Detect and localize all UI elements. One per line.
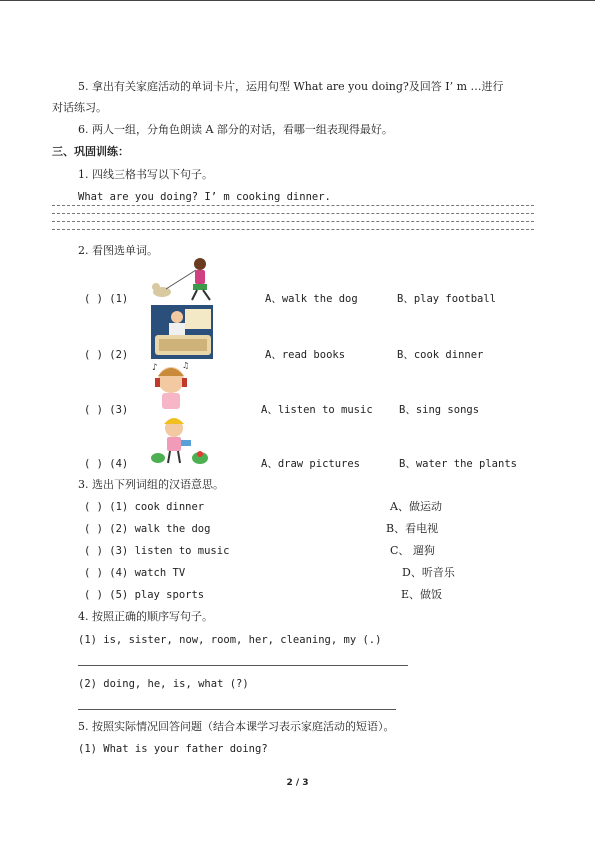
q2-row-1-option-b: B、play football: [397, 293, 497, 305]
q4-sentence-1: (1) is, sister, now, room, her, cleaning, my (.): [78, 634, 382, 646]
q2-row-4-option-b: B、water the plants: [399, 458, 517, 470]
q5-title: 5. 按照实际情况回答问题（结合本课学习表示家庭活动的短语）。: [78, 720, 395, 733]
q1-title: 1. 四线三格书写以下句子。: [78, 168, 213, 181]
q3-row-2-left: ( ) (2) walk the dog: [84, 523, 211, 535]
q3-title: 3. 选出下列词组的汉语意思。: [78, 478, 224, 491]
q2-row-4-bracket: ( ) (4): [84, 458, 129, 470]
svg-text:♪: ♪: [152, 363, 158, 373]
q3-row-4-right: D、听音乐: [402, 566, 455, 579]
section-heading: 三、巩固训练：: [52, 145, 129, 158]
q4-sentence-2: (2) doing, he, is, what (?): [78, 678, 249, 690]
q2-row-1-option-a: A、walk the dog: [265, 293, 358, 305]
q4-answer-line-1[interactable]: [78, 665, 408, 666]
cook-dinner-picture: [151, 305, 213, 359]
q1-sentence: What are you doing? I’ m cooking dinner.: [78, 191, 331, 203]
q2-row-4-option-a: A、draw pictures: [261, 458, 361, 470]
q3-row-3-left: ( ) (3) listen to music: [84, 545, 230, 557]
q3-row-5-left: ( ) (5) play sports: [84, 589, 205, 601]
q4-title: 4. 按照正确的顺序写句子。: [78, 610, 213, 623]
walk-the-dog-picture: [148, 256, 220, 302]
q4-answer-line-2[interactable]: [78, 709, 396, 710]
q5-question-1: (1) What is your father doing?: [78, 743, 268, 755]
q3-row-5-right: E、做饭: [401, 588, 443, 601]
q2-row-3-bracket: ( ) (3): [84, 404, 129, 416]
q3-row-2-right: B、看电视: [386, 522, 439, 535]
instruction-item-6: 6. 两人一组，分角色朗读 A 部分的对话，看哪一组表现得最好。: [78, 123, 393, 136]
q2-row-2-option-a: A、read books: [265, 349, 346, 361]
q2-title: 2. 看图选单词。: [78, 244, 158, 257]
page-number: 2 / 3: [286, 778, 309, 788]
q2-row-1-bracket: ( ) (1): [84, 293, 129, 305]
q3-row-3-right: C、 遛狗: [390, 544, 435, 557]
q3-row-4-left: ( ) (4) watch TV: [84, 567, 186, 579]
instruction-item-5-continued: 对话练习。: [52, 101, 107, 114]
q2-row-2-bracket: ( ) (2): [84, 349, 129, 361]
q2-row-3-option-b: B、sing songs: [399, 404, 480, 416]
four-line-grid: [52, 205, 534, 231]
q3-row-1-right: A、做运动: [390, 500, 442, 513]
listen-to-music-picture: [150, 362, 192, 414]
svg-text:♫: ♫: [182, 362, 190, 370]
instruction-item-5: 5. 拿出有关家庭活动的单词卡片，运用句型 What are you doing?及回答 I’ m …进行: [78, 80, 504, 93]
q3-row-1-left: ( ) (1) cook dinner: [84, 501, 205, 513]
water-the-plants-picture: [150, 416, 214, 466]
q2-row-2-option-b: B、cook dinner: [397, 349, 484, 361]
q2-row-3-option-a: A、listen to music: [261, 404, 373, 416]
page-top-border: [0, 0, 595, 1]
